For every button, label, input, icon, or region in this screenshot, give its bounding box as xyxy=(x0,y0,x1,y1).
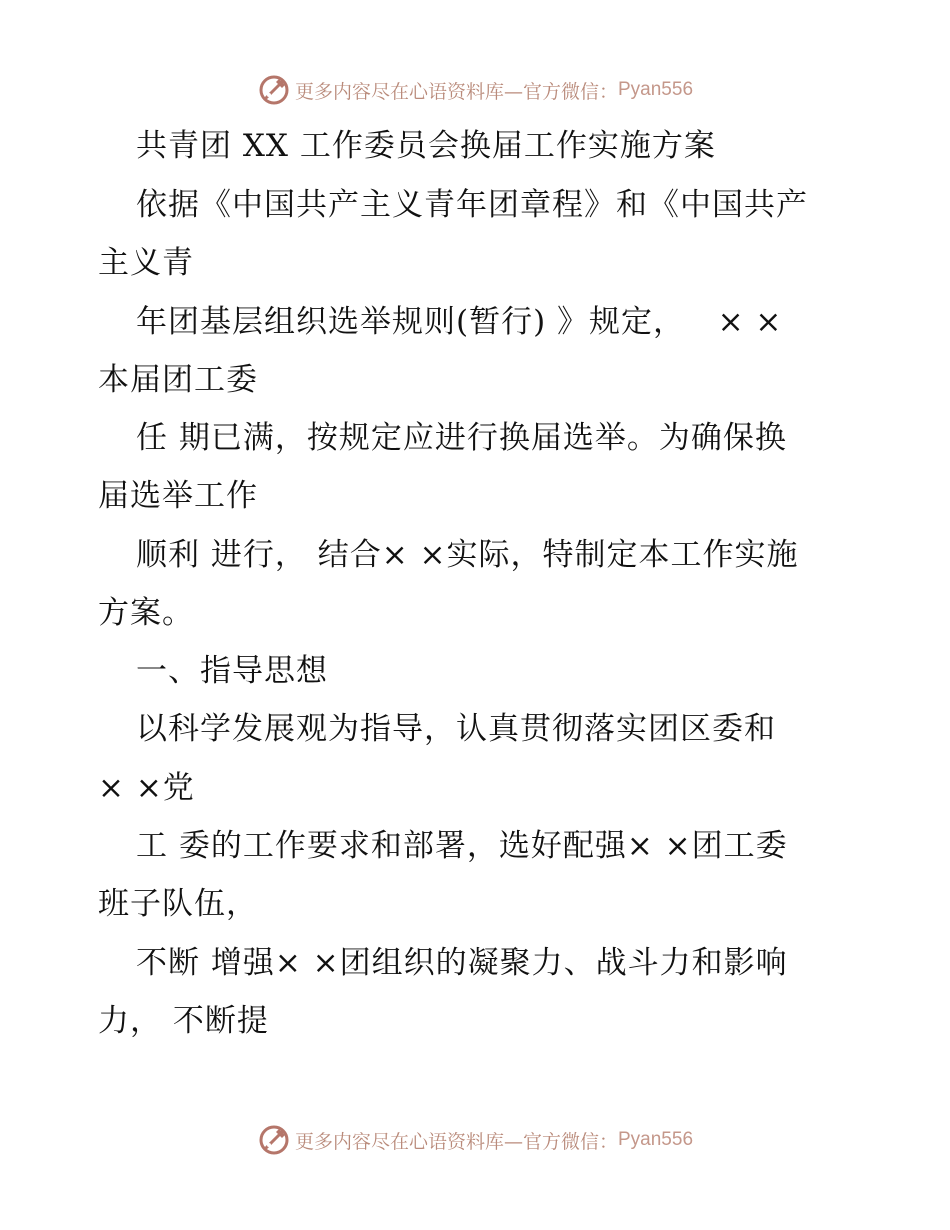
pen-logo-icon xyxy=(257,1123,291,1157)
watermark-text: 更多内容尽在心语资料库—官方微信： xyxy=(294,80,618,103)
paragraph-line: 任 期已满，按规定应进行换届选举。为确保换 xyxy=(136,420,787,456)
paragraph-line: 届选举工作 xyxy=(98,478,258,514)
header-watermark xyxy=(0,70,950,110)
paragraph-line: 依据《中国共产主义青年团章程》和《中国共产 xyxy=(136,187,808,223)
footer-watermark xyxy=(0,1120,950,1160)
watermark-text: 更多内容尽在心语资料库—官方微信： xyxy=(294,1130,618,1153)
paragraph-line: 本届团工委 xyxy=(98,362,258,398)
document-title: 共青团 XX 工作委员会换届工作实施方案 xyxy=(136,128,716,164)
pen-logo-icon xyxy=(257,73,291,107)
paragraph-line: 主义青 xyxy=(98,245,194,281)
paragraph-line: 班子队伍， xyxy=(98,886,258,922)
paragraph-line: 顺利 进行， 结合× ×实际，特制定本工作实施 xyxy=(136,537,799,573)
paragraph-line: 力， 不断提 xyxy=(98,1003,269,1039)
paragraph-line: × ×党 xyxy=(98,770,195,806)
paragraph-line: 以科学发展观为指导，认真贯彻落实团区委和 xyxy=(136,711,776,747)
paragraph-line: 工 委的工作要求和部署，选好配强× ×团工委 xyxy=(136,828,788,864)
paragraph-line: 方案。 xyxy=(98,595,194,631)
watermark-id: Pyan556 xyxy=(618,1129,694,1150)
paragraph-line: 年团基层组织选举规则(暂行) 》规定， × × xyxy=(136,304,783,340)
section-heading: 一、指导思想 xyxy=(136,653,328,689)
paragraph-line: 不断 增强× ×团组织的凝聚力、战斗力和影响 xyxy=(136,945,788,981)
watermark-id: Pyan556 xyxy=(618,79,694,100)
